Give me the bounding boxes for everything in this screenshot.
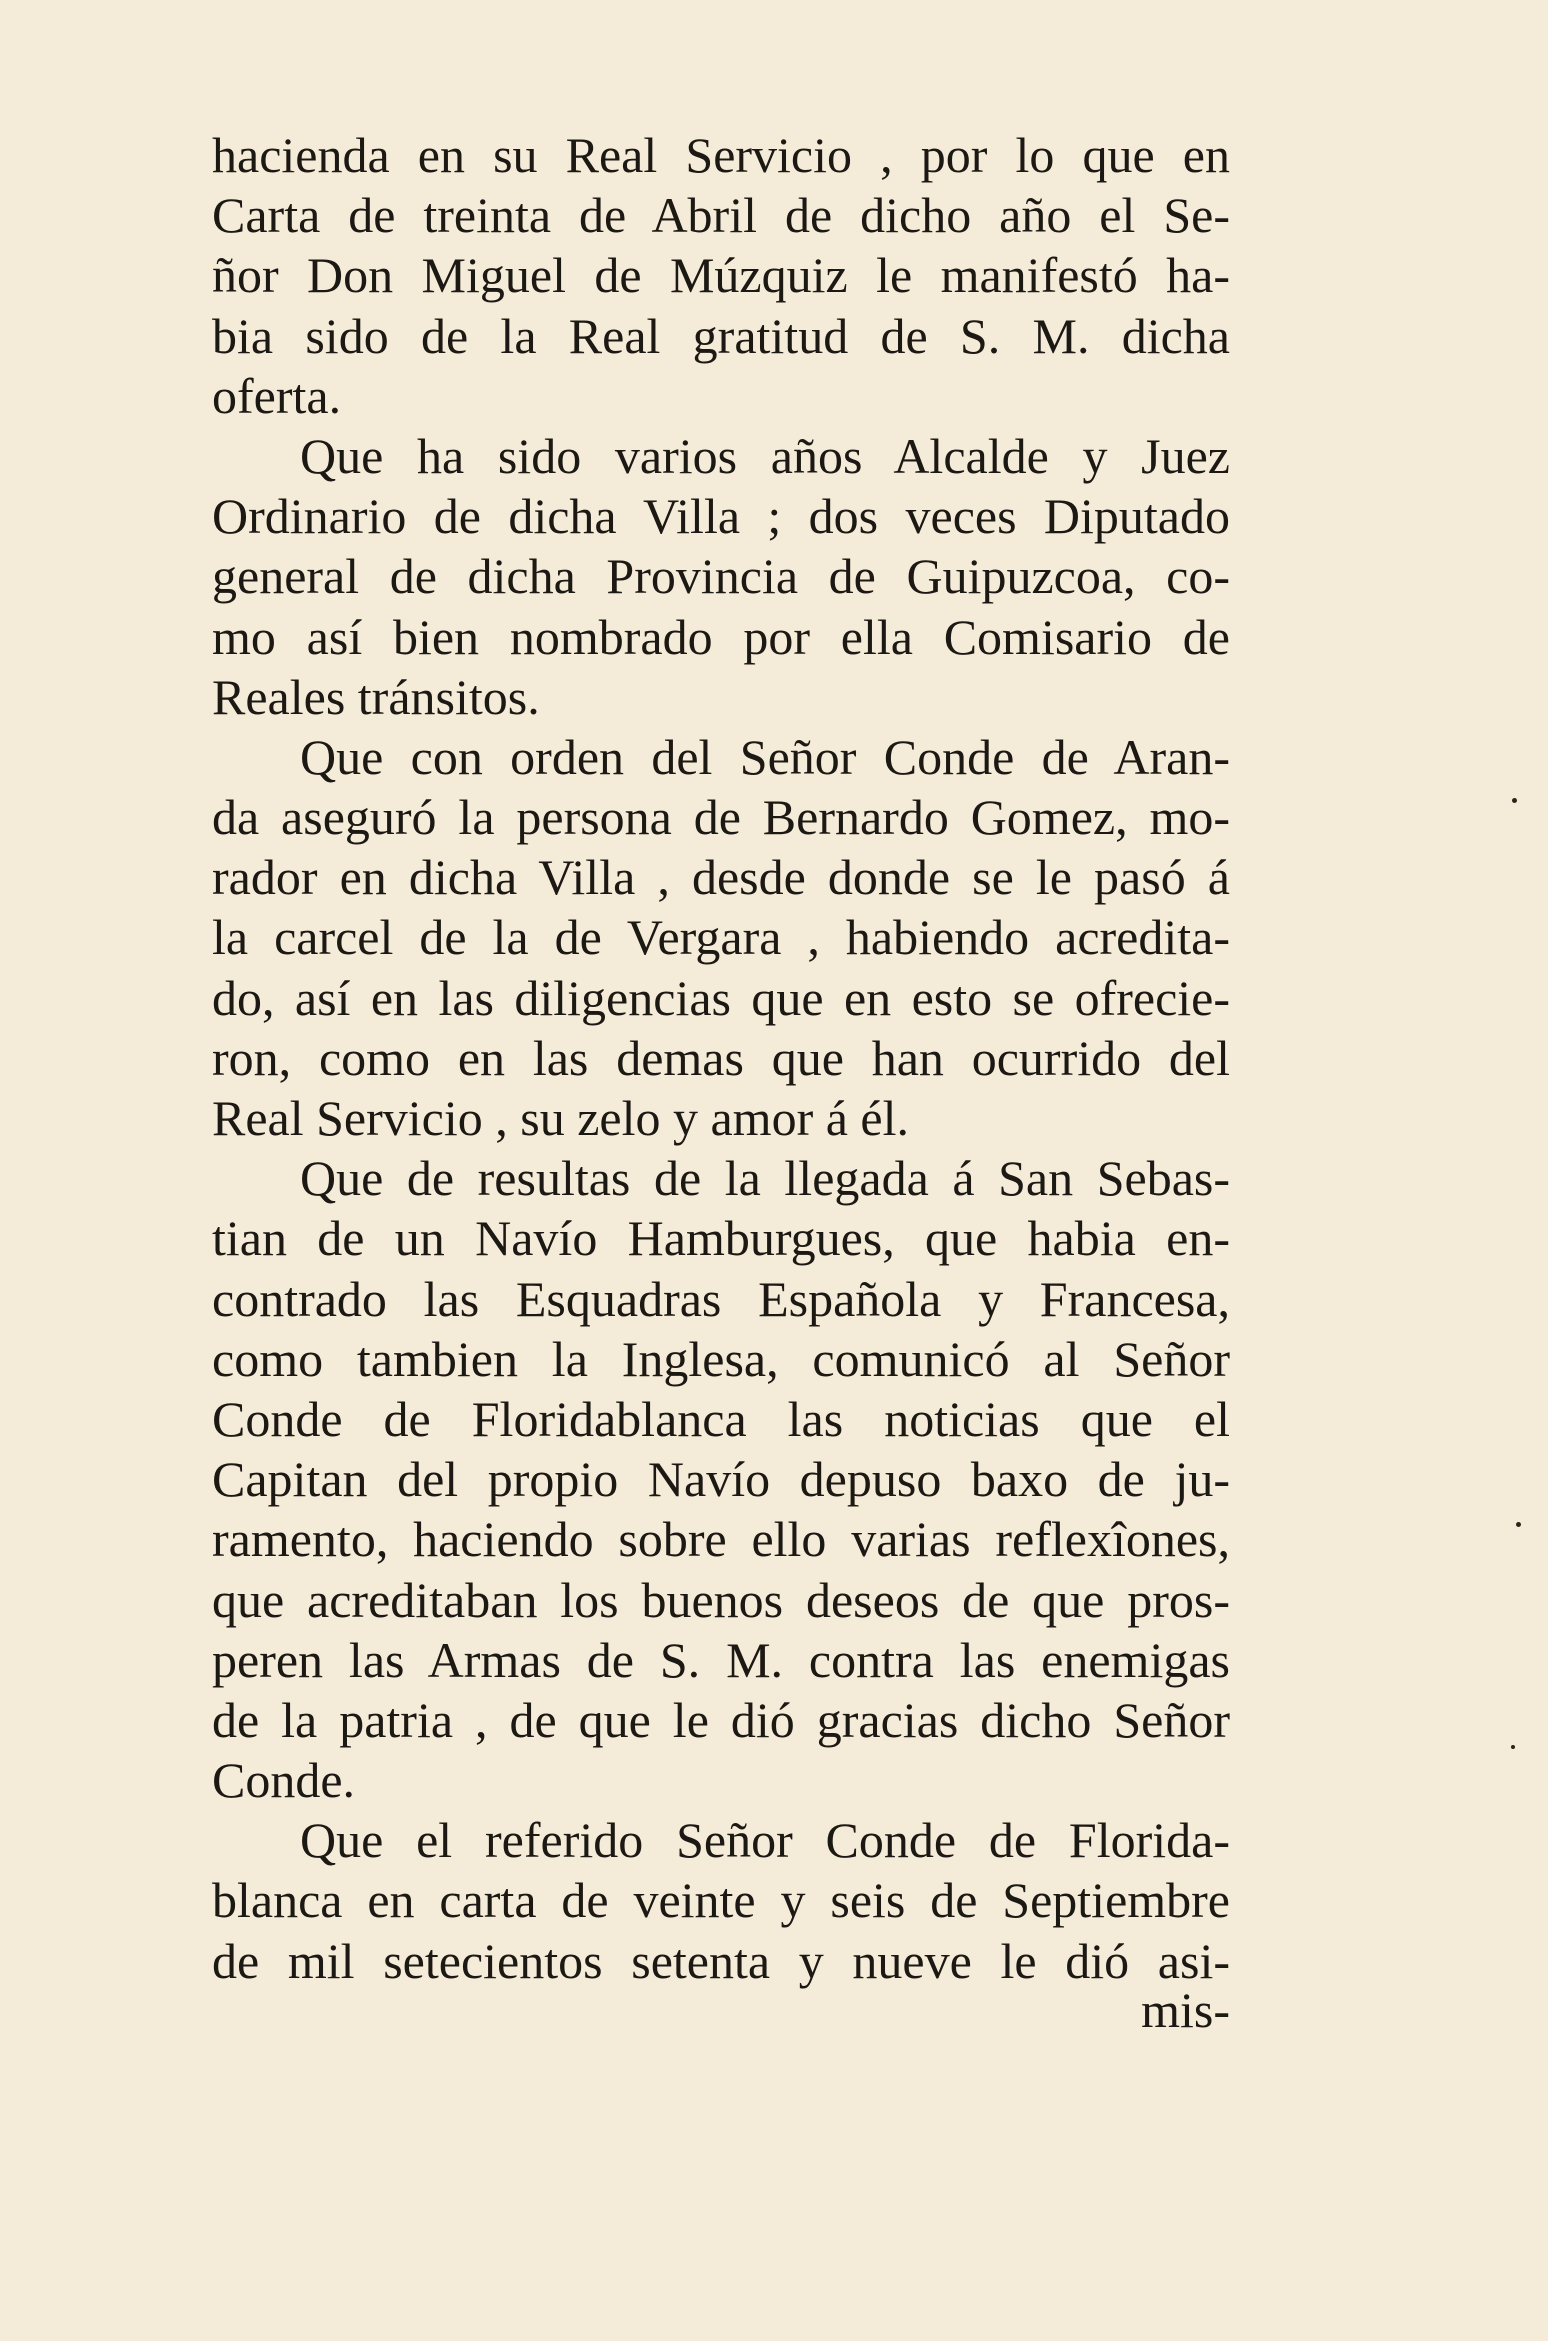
text-line: Conde. (212, 1752, 356, 1809)
paper-speck (1511, 1745, 1515, 1749)
text-line: general de dicha Provincia de Guipuzcoa, co- (212, 548, 1230, 605)
text-line: Que el referido Señor Conde de Florida- (300, 1812, 1230, 1869)
text-line: tian de un Navío Hamburgues, que habia en- (212, 1210, 1230, 1267)
text-line: de mil setecientos setenta y nueve le dió asi- (212, 1932, 1230, 1989)
text-line: ñor Don Miguel de Múzquiz le manifestó ha- (212, 247, 1230, 304)
text-line: la carcel de la de Vergara , habiendo acredita- (212, 909, 1230, 966)
text-line: Reales tránsitos. (212, 668, 540, 725)
body-text (212, 125, 1230, 1991)
text-line: hacienda en su Real Servicio , por lo que en (212, 127, 1230, 183)
text-line: rador en dicha Villa , desde donde se le pasó á (212, 849, 1230, 906)
text-line: mo así bien nombrado por ella Comisario de (212, 608, 1230, 665)
text-line: Que ha sido varios años Alcalde y Juez (300, 427, 1230, 484)
paper-speck (1512, 798, 1517, 803)
text-line: Conde de Floridablanca las noticias que el (212, 1390, 1230, 1447)
text-line: ron, como en las demas que han ocurrido del (212, 1029, 1230, 1086)
text-line: Capitan del propio Navío depuso baxo de ju- (212, 1451, 1230, 1508)
text-line: Que de resultas de la llegada á San Sebas- (300, 1150, 1230, 1207)
text-line: Carta de treinta de Abril de dicho año el Se- (212, 187, 1230, 244)
text-line: Real Servicio , su zelo y amor á él. (212, 1090, 909, 1146)
text-line: Ordinario de dicha Villa ; dos veces Diputado (212, 488, 1230, 545)
text-line: peren las Armas de S. M. contra las enemigas (212, 1631, 1230, 1688)
text-line: blanca en carta de veinte y seis de Septiembre (212, 1872, 1230, 1929)
text-line: que acreditaban los buenos deseos de que pros- (212, 1571, 1230, 1628)
text-line: oferta. (212, 367, 342, 424)
text-line: como tambien la Inglesa, comunicó al Señor (212, 1330, 1230, 1387)
text-line: Que con orden del Señor Conde de Aran- (300, 728, 1230, 785)
catchword: mis- (1141, 1982, 1230, 2038)
text-line: de la patria , de que le dió gracias dicho Señor (212, 1691, 1230, 1748)
text-line: do, así en las diligencias que en esto se ofrecie- (212, 969, 1230, 1026)
paper-speck (1516, 1522, 1521, 1527)
text-line: da aseguró la persona de Bernardo Gomez, mo- (212, 789, 1230, 846)
text-line: contrado las Esquadras Española y Francesa, (212, 1270, 1230, 1327)
text-line: bia sido de la Real gratitud de S. M. dicha (212, 307, 1230, 364)
text-line: ramento, haciendo sobre ello varias reflexîones, (212, 1511, 1230, 1568)
